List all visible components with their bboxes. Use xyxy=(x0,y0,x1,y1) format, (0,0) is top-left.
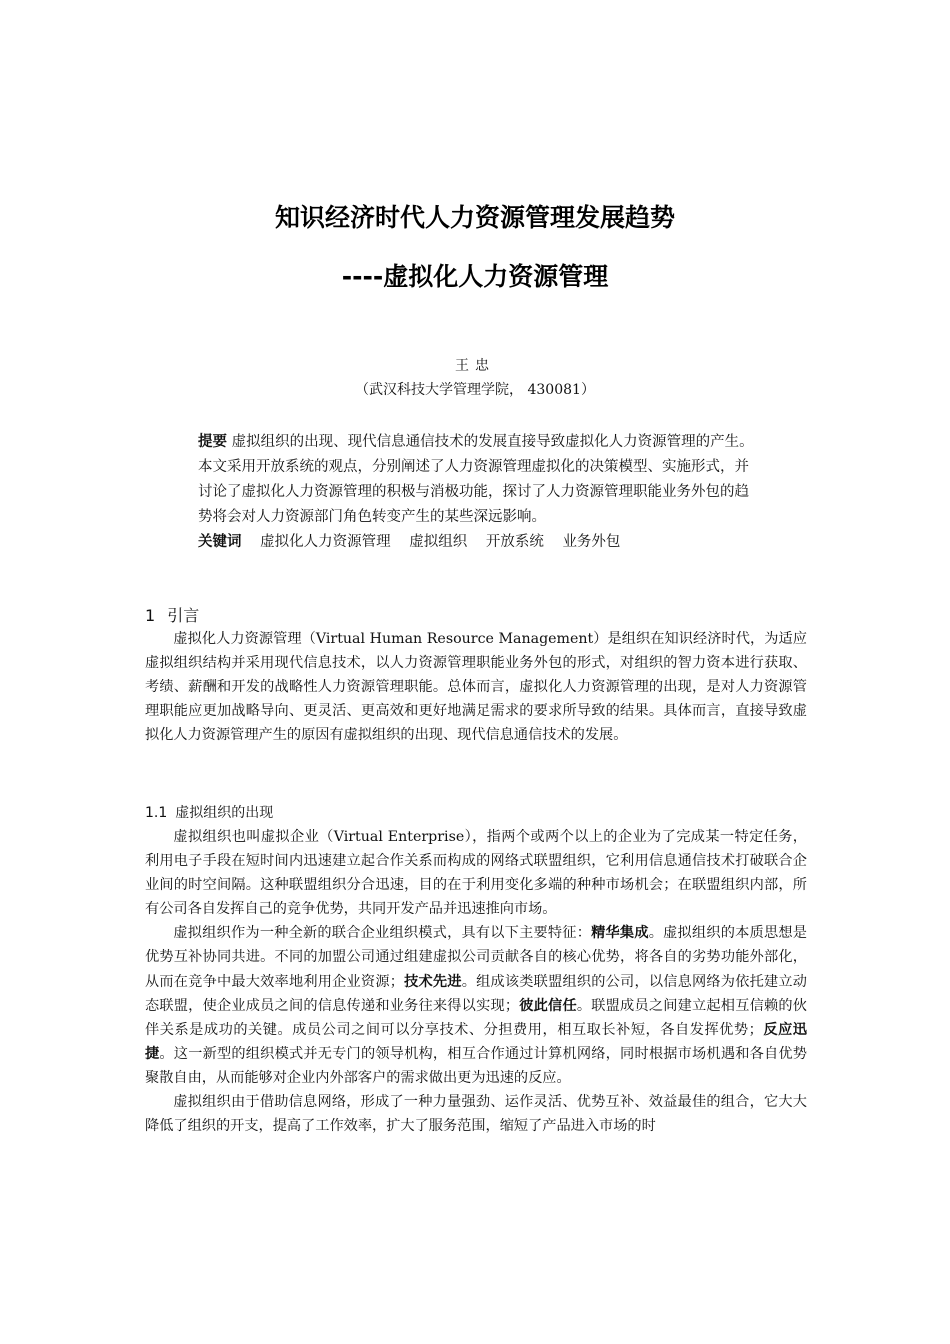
bold-term: 技术先进 xyxy=(403,973,462,990)
body-paragraph xyxy=(145,921,807,1090)
section-title: 引言 xyxy=(167,606,200,625)
abstract-paragraph xyxy=(198,430,758,530)
keyword: 业务外包 xyxy=(562,534,621,550)
section-heading xyxy=(145,603,199,626)
keywords-line xyxy=(198,530,758,555)
text-run: 。这一新型的组织模式并无专门的领导机构，相互合作通过计算机网络，同时根据市场机遇和各自优势聚散自由，从而能够对企业内外部客户的需求做出更为迅速的反应。 xyxy=(145,1045,807,1086)
keyword: 虚拟化人力资源管理 xyxy=(260,534,391,550)
abstract-label: 提要 xyxy=(198,434,227,450)
body-paragraph: 虚拟化人力资源管理（Virtual Human Resource Management）是组织在知识经济时代，为适应虚拟组织结构并采用现代信息技术，以人力资源管理职能业务外包的形式，对组织的智力资本进行获取、考绩、薪酬和开发的战略性人力资源管理职能。总体而言，虚拟化人力资源管理的出现，是对人力资源管理职能应更加战略导向、更灵活、更高效和更好地满足需求的要求所导致的结果。具体而言，直接导致虚拟化人力资源管理产生的原因有虚拟组织的出现、现代信息通信技术的发展。 xyxy=(145,631,807,744)
keywords-label: 关键词 xyxy=(198,534,242,550)
paper-title: 知识经济时代人力资源管理发展趋势 xyxy=(274,203,675,232)
text-run: 。组成该类联盟组织的公司，以信息网络为依托建立动态联盟，使企业成员之间的信息传递和业务往来得以实现； xyxy=(145,973,807,1014)
abstract-text: 虚拟组织的出现、现代信息通信技术的发展直接导致虚拟化人力资源管理的产生。本文采用开放系统的观点，分别阐述了人力资源管理虚拟化的决策模型、实施形式，并讨论了虚拟化人力资源管理的积极与消极功能，探讨了人力资源管理职能业务外包的趋势将会对人力资源部门角色转变产生的某些深远影响。 xyxy=(198,434,754,525)
subsection-heading xyxy=(145,802,273,822)
bold-term: 精华集成 xyxy=(591,925,649,942)
keyword: 开放系统 xyxy=(485,534,544,550)
body-paragraph: 虚拟组织也叫虚拟企业（Virtual Enterprise），指两个或两个以上的企业为了完成某一特定任务，利用电子手段在短时间内迅速建立起合作关系而构成的网络式联盟组织，它利用信息通信技术打破联合企业间的时空间隔。这种联盟组织分合迅速，目的在于利用变化多端的种种市场机会；在联盟组织内部，所有公司各自发挥自己的竞争优势，共同开发产品并迅速推向市场。 xyxy=(145,829,807,918)
text-run: 虚拟组织作为一种全新的联合企业组织模式，具有以下主要特征： xyxy=(173,925,592,942)
paper-subtitle: ----虚拟化人力资源管理 xyxy=(341,262,609,291)
body-paragraph: 虚拟组织由于借助信息网络，形成了一种力量强劲、运作灵活、优势互补、效益最佳的组合，它大大降低了组织的开支，提高了工作效率，扩大了服务范围，缩短了产品进入市场的时 xyxy=(145,1094,807,1135)
text-run: 。虚拟组织的本质思想是优势互补协同共进。不同的加盟公司通过组建虚拟公司贡献各自的核心优势，将各自的劣势功能外部化，从而在竞争中最大效率地利用企业资源； xyxy=(145,925,807,990)
section-number: 1 xyxy=(145,606,156,625)
author-name: 王忠 xyxy=(455,358,495,374)
bold-term: 反应迅捷 xyxy=(145,1021,807,1062)
author-affiliation: （武汉科技大学管理学院， 430081） xyxy=(355,382,595,398)
subsection-body xyxy=(145,825,807,1138)
bold-term: 彼此信任 xyxy=(519,997,577,1014)
keyword: 虚拟组织 xyxy=(409,534,468,550)
section-body xyxy=(145,627,807,747)
subsection-title: 虚拟组织的出现 xyxy=(175,805,274,821)
text-run: 。联盟成员之间建立起相互信赖的伙伴关系是成功的关键。成员公司之间可以分享技术、分担费用，相互取长补短，各自发挥优势； xyxy=(145,997,807,1038)
abstract-block xyxy=(198,430,758,555)
subsection-number: 1.1 xyxy=(145,805,168,821)
